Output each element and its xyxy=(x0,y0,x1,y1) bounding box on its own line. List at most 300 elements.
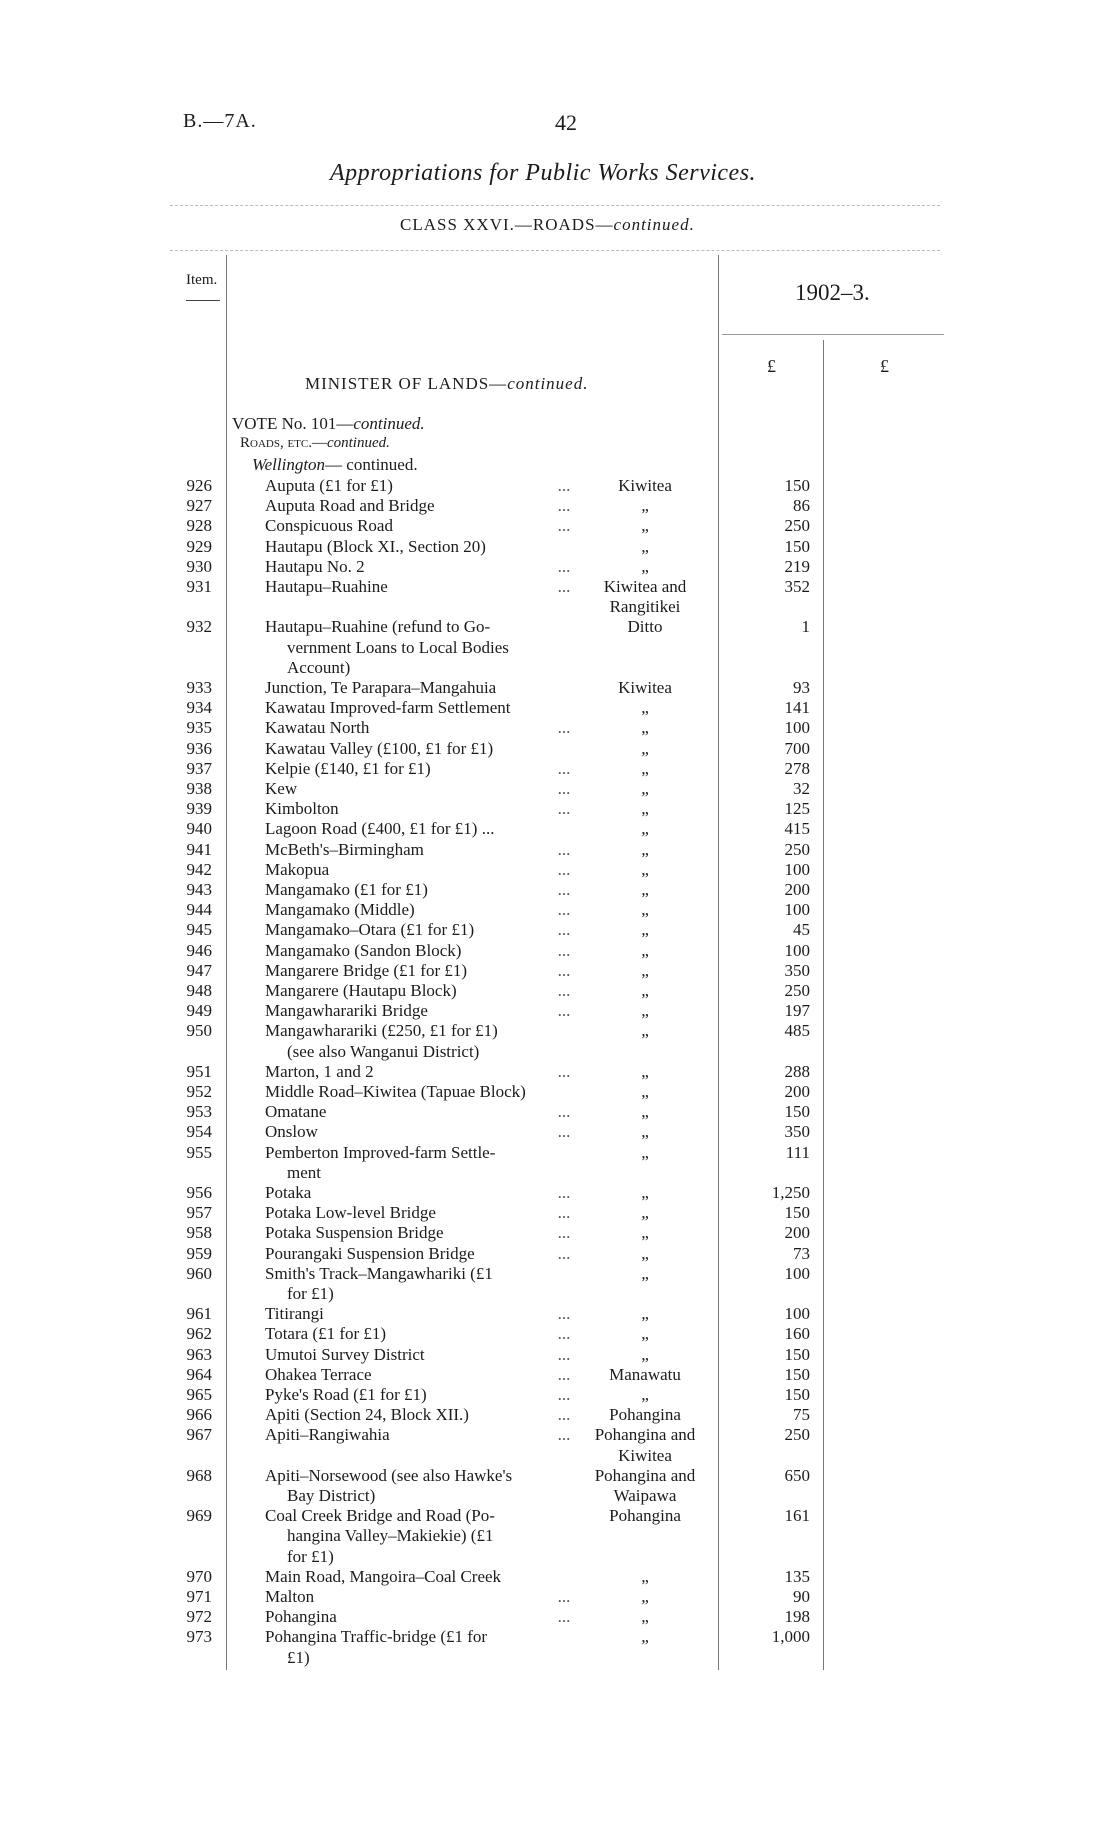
item-number: 933 xyxy=(186,678,212,697)
item-number: 960 xyxy=(186,1263,212,1283)
electoral-district: „ xyxy=(641,718,649,738)
item-description: Umutoi Survey District xyxy=(265,1344,425,1364)
item-description: Smith's Track–Mangawhariki (£1 xyxy=(265,1263,493,1283)
amount: 93 xyxy=(793,678,810,697)
item-description: Hautapu–Ruahine xyxy=(265,577,388,596)
electoral-district: „ xyxy=(641,1587,649,1606)
electoral-district: „ xyxy=(641,1061,649,1081)
item-description: Omatane xyxy=(265,1102,327,1122)
item-number: 969 xyxy=(186,1506,212,1526)
item-description: Mangamako–Otara (£1 for £1) xyxy=(265,920,475,940)
district-heading xyxy=(252,455,418,475)
class-heading-text: CLASS XXVI.—ROADS— xyxy=(400,215,614,234)
item-number: 949 xyxy=(186,1001,212,1021)
electoral-district: „ xyxy=(641,1243,649,1263)
electoral-district: Rangitikei xyxy=(609,597,681,617)
amount: 1,000 xyxy=(771,1627,810,1647)
table-row xyxy=(0,1365,1114,1385)
electoral-district: „ xyxy=(641,1566,649,1586)
vote-heading-continued: continued. xyxy=(353,414,425,433)
electoral-district: „ xyxy=(641,940,649,960)
table-row xyxy=(0,1345,1114,1365)
item-description: Bay District) xyxy=(287,1486,376,1505)
amount: 700 xyxy=(784,738,810,758)
item-description: Junction, Te Parapara–Mangahuia xyxy=(265,678,497,697)
electoral-district: „ xyxy=(641,1082,649,1101)
table-row xyxy=(0,981,1114,1001)
table-row xyxy=(0,658,1114,678)
amount: 198 xyxy=(784,1607,810,1627)
item-description: Hautapu (Block XI., Section 20) xyxy=(265,536,486,556)
amount: 32 xyxy=(793,779,810,798)
item-description: £1) xyxy=(287,1647,310,1667)
item-description: Auputa Road and Bridge xyxy=(265,496,435,516)
table-row xyxy=(0,1062,1114,1082)
item-number: 937 xyxy=(186,758,212,778)
leader-dots: ... xyxy=(557,920,571,940)
electoral-district: „ xyxy=(641,1344,649,1364)
item-description: Apiti (Section 24, Block XII.) xyxy=(265,1405,469,1425)
page-number: 42 xyxy=(555,110,577,135)
item-number: 938 xyxy=(186,779,212,798)
item-description: Lagoon Road (£400, £1 for £1) ... xyxy=(265,819,495,839)
table-row xyxy=(0,597,1114,617)
electoral-district: „ xyxy=(641,779,649,798)
item-number: 939 xyxy=(186,799,212,819)
electoral-district: „ xyxy=(641,819,649,839)
table-row xyxy=(0,1324,1114,1344)
table-row xyxy=(0,819,1114,839)
item-number: 962 xyxy=(186,1324,212,1344)
table-row xyxy=(0,1021,1114,1041)
electoral-district: „ xyxy=(641,1001,649,1021)
table-row xyxy=(0,920,1114,940)
item-number: 941 xyxy=(186,839,212,859)
item-number: 954 xyxy=(186,1122,212,1142)
item-number: 940 xyxy=(186,819,212,839)
amount: 200 xyxy=(784,1223,810,1243)
item-description: Apiti–Rangiwahia xyxy=(265,1425,390,1445)
item-number: 944 xyxy=(186,900,212,920)
electoral-district: „ xyxy=(641,1607,649,1627)
amount: 200 xyxy=(784,880,810,899)
item-description: Kawatau Improved-farm Settlement xyxy=(265,698,511,718)
electoral-district: „ xyxy=(641,839,649,859)
amount: 100 xyxy=(784,1304,810,1324)
table-row xyxy=(0,1203,1114,1223)
leader-dots: ... xyxy=(557,839,571,859)
item-description: Kimbolton xyxy=(265,799,339,819)
leader-dots: ... xyxy=(557,880,571,899)
item-description: for £1) xyxy=(287,1284,334,1303)
table-row xyxy=(0,1425,1114,1445)
table-row xyxy=(0,1223,1114,1243)
electoral-district: Pohangina and xyxy=(594,1425,696,1445)
item-number: 966 xyxy=(186,1405,212,1425)
leader-dots: ... xyxy=(557,1001,571,1021)
amount: 86 xyxy=(793,496,810,516)
amount: 100 xyxy=(784,859,810,879)
table-row xyxy=(0,537,1114,557)
table-row xyxy=(0,1405,1114,1425)
item-description: Mangawharariki (£250, £1 for £1) xyxy=(265,1021,498,1041)
amount: 45 xyxy=(793,920,810,940)
table-row xyxy=(0,1547,1114,1567)
leader-dots: ... xyxy=(557,1102,571,1122)
currency-label-2: £ xyxy=(880,356,889,376)
table-row xyxy=(0,779,1114,799)
leader-dots: ... xyxy=(557,1183,571,1202)
electoral-district: „ xyxy=(641,496,649,516)
amount: 160 xyxy=(784,1324,810,1344)
table-row xyxy=(0,698,1114,718)
electoral-district: Pohangina and xyxy=(594,1465,696,1485)
electoral-district: „ xyxy=(641,1142,649,1162)
amount: 75 xyxy=(793,1405,810,1425)
table-row xyxy=(0,1284,1114,1304)
leader-dots: ... xyxy=(557,859,571,879)
table-row xyxy=(0,557,1114,577)
amount: 250 xyxy=(784,981,810,1000)
item-description: Kew xyxy=(265,779,298,798)
leader-dots: ... xyxy=(557,1587,571,1606)
amount: 150 xyxy=(784,1364,810,1384)
leader-dots: ... xyxy=(557,1324,571,1344)
title-rule xyxy=(170,205,940,206)
item-number: 963 xyxy=(186,1344,212,1364)
item-description: Pohangina Traffic-bridge (£1 for xyxy=(265,1627,488,1647)
item-description: Potaka Suspension Bridge xyxy=(265,1223,444,1243)
table-row xyxy=(0,1648,1114,1668)
leader-dots: ... xyxy=(557,940,571,960)
table-row xyxy=(0,961,1114,981)
item-number: 929 xyxy=(186,536,212,556)
roads-heading-text: Roads, etc.— xyxy=(240,435,327,451)
table-row xyxy=(0,516,1114,536)
class-rule xyxy=(170,250,940,251)
table-row xyxy=(0,678,1114,698)
leader-dots: ... xyxy=(557,799,571,819)
item-number: 950 xyxy=(186,1021,212,1041)
table-row xyxy=(0,799,1114,819)
amount: 100 xyxy=(784,940,810,960)
amount: 250 xyxy=(784,839,810,859)
item-number: 945 xyxy=(186,920,212,940)
year-header-rule xyxy=(722,334,944,335)
item-number: 926 xyxy=(186,476,212,495)
item-description: Mangamako (Sandon Block) xyxy=(265,940,462,960)
item-description: Kelpie (£140, £1 for £1) xyxy=(265,758,431,778)
item-description: Totara (£1 for £1) xyxy=(265,1324,387,1344)
electoral-district: Ditto xyxy=(627,617,663,637)
table-row xyxy=(0,1102,1114,1122)
item-number: 932 xyxy=(186,617,212,637)
leader-dots: ... xyxy=(557,981,571,1000)
table-row xyxy=(0,1627,1114,1647)
leader-dots: ... xyxy=(557,1425,571,1445)
amount: 90 xyxy=(793,1587,810,1606)
leader-dots: ... xyxy=(557,1405,571,1425)
item-description: McBeth's–Birmingham xyxy=(265,839,424,859)
table-row xyxy=(0,1244,1114,1264)
table-row xyxy=(0,759,1114,779)
class-heading-continued: continued. xyxy=(613,215,695,234)
amount: 219 xyxy=(784,556,810,576)
item-number: 930 xyxy=(186,556,212,576)
electoral-district: „ xyxy=(641,799,649,819)
item-number: 935 xyxy=(186,718,212,738)
district-heading-text: Wellington xyxy=(252,455,326,474)
item-number: 956 xyxy=(186,1183,212,1202)
amount: 150 xyxy=(784,1344,810,1364)
leader-dots: ... xyxy=(557,496,571,516)
electoral-district: „ xyxy=(641,900,649,920)
electoral-district: Kiwitea and xyxy=(603,577,687,596)
item-description: Mangamako (Middle) xyxy=(265,900,415,920)
table-row xyxy=(0,1506,1114,1526)
amount: 1,250 xyxy=(771,1183,810,1202)
electoral-district: „ xyxy=(641,516,649,536)
table-row xyxy=(0,1446,1114,1466)
item-number: 955 xyxy=(186,1142,212,1162)
item-description: Conspicuous Road xyxy=(265,516,393,536)
item-number: 965 xyxy=(186,1385,212,1404)
item-description: Account) xyxy=(287,657,351,677)
item-description: Apiti–Norsewood (see also Hawke's xyxy=(265,1465,513,1485)
item-number: 971 xyxy=(186,1587,212,1606)
item-description: hangina Valley–Makiekie) (£1 xyxy=(287,1526,494,1546)
item-description: Pyke's Road (£1 for £1) xyxy=(265,1385,427,1404)
table-row xyxy=(0,476,1114,496)
amount: 485 xyxy=(784,1021,810,1041)
leader-dots: ... xyxy=(557,779,571,798)
item-description: Hautapu No. 2 xyxy=(265,556,365,576)
amount: 100 xyxy=(784,900,810,920)
electoral-district: „ xyxy=(641,1263,649,1283)
electoral-district: Waipawa xyxy=(613,1486,677,1505)
electoral-district: Kiwitea xyxy=(618,678,672,697)
amount: 161 xyxy=(784,1506,810,1526)
leader-dots: ... xyxy=(557,1243,571,1263)
item-number: 934 xyxy=(186,698,212,718)
electoral-district: „ xyxy=(641,1223,649,1243)
item-number: 928 xyxy=(186,516,212,536)
district-heading-continued: — continued. xyxy=(325,455,418,474)
amount: 250 xyxy=(784,516,810,536)
item-description: Mangamako (£1 for £1) xyxy=(265,880,428,899)
item-description: Titirangi xyxy=(265,1304,324,1324)
amount: 125 xyxy=(784,799,810,819)
table-row xyxy=(0,577,1114,597)
electoral-district: „ xyxy=(641,1324,649,1344)
document-reference: B.—7A. xyxy=(183,110,257,132)
item-description: Kawatau North xyxy=(265,718,370,738)
item-number: 952 xyxy=(186,1082,212,1101)
amount: 352 xyxy=(784,577,810,596)
vote-heading-text: VOTE No. 101— xyxy=(232,414,354,433)
table-row xyxy=(0,1587,1114,1607)
amount: 288 xyxy=(784,1061,810,1081)
amount: 111 xyxy=(785,1142,810,1162)
leader-dots: ... xyxy=(557,1061,571,1081)
electoral-district: Kiwitea xyxy=(618,1445,672,1465)
table-row xyxy=(0,1001,1114,1021)
electoral-district: Pohangina xyxy=(609,1405,681,1425)
item-number: 927 xyxy=(186,496,212,516)
amount: 135 xyxy=(784,1566,810,1586)
table-row xyxy=(0,941,1114,961)
item-description: Middle Road–Kiwitea (Tapuae Block) xyxy=(265,1082,526,1101)
amount: 415 xyxy=(784,819,810,839)
item-number: 967 xyxy=(186,1425,212,1445)
table-row xyxy=(0,1526,1114,1546)
leader-dots: ... xyxy=(557,516,571,536)
table-row xyxy=(0,1163,1114,1183)
amount: 100 xyxy=(784,718,810,738)
electoral-district: Pohangina xyxy=(609,1506,681,1526)
table-row xyxy=(0,880,1114,900)
electoral-district: „ xyxy=(641,1021,649,1041)
amount: 100 xyxy=(784,1263,810,1283)
roads-heading-continued: continued. xyxy=(326,435,390,451)
item-description: Main Road, Mangoira–Coal Creek xyxy=(265,1566,502,1586)
item-number: 936 xyxy=(186,738,212,758)
item-description: Auputa (£1 for £1) xyxy=(265,476,393,495)
table-row xyxy=(0,638,1114,658)
table-row xyxy=(0,718,1114,738)
item-number: 968 xyxy=(186,1465,212,1485)
amount: 200 xyxy=(784,1082,810,1101)
electoral-district: „ xyxy=(641,1203,649,1223)
table-row xyxy=(0,1304,1114,1324)
table-row xyxy=(0,1567,1114,1587)
table-row xyxy=(0,860,1114,880)
item-description: Kawatau Valley (£100, £1 for £1) xyxy=(265,738,494,758)
leader-dots: ... xyxy=(557,900,571,920)
electoral-district: „ xyxy=(641,698,649,718)
electoral-district: „ xyxy=(641,859,649,879)
item-number: 943 xyxy=(186,880,212,899)
leader-dots: ... xyxy=(557,758,571,778)
table-row xyxy=(0,1385,1114,1405)
electoral-district: „ xyxy=(641,981,649,1000)
item-description: Ohakea Terrace xyxy=(265,1364,372,1384)
item-description: Mangawharariki Bridge xyxy=(265,1001,428,1021)
item-number: 951 xyxy=(186,1061,212,1081)
item-number: 953 xyxy=(186,1102,212,1122)
table-row xyxy=(0,617,1114,637)
leader-dots: ... xyxy=(557,1607,571,1627)
table-row xyxy=(0,1042,1114,1062)
leader-dots: ... xyxy=(557,1223,571,1243)
item-description: Mangarere (Hautapu Block) xyxy=(265,981,457,1000)
amount: 1 xyxy=(801,617,810,637)
item-number: 970 xyxy=(186,1566,212,1586)
item-column-header: Item. xyxy=(186,272,218,288)
amount: 350 xyxy=(784,1122,810,1142)
leader-dots: ... xyxy=(557,577,571,596)
leader-dots: ... xyxy=(557,1344,571,1364)
item-description: Potaka Low-level Bridge xyxy=(265,1203,436,1223)
electoral-district: Manawatu xyxy=(609,1364,681,1384)
electoral-district: „ xyxy=(641,1385,649,1404)
electoral-district: „ xyxy=(641,1183,649,1202)
year-column-header: 1902–3. xyxy=(795,280,870,305)
item-number: 942 xyxy=(186,859,212,879)
item-description: Potaka xyxy=(265,1183,312,1202)
electoral-district: „ xyxy=(641,738,649,758)
electoral-district: „ xyxy=(641,556,649,576)
currency-label-1: £ xyxy=(767,356,776,376)
item-number: 948 xyxy=(186,981,212,1000)
amount: 650 xyxy=(784,1465,810,1485)
item-number: 947 xyxy=(186,960,212,980)
amount: 150 xyxy=(784,536,810,556)
table-row xyxy=(0,1143,1114,1163)
item-description: Onslow xyxy=(265,1122,318,1142)
minister-heading xyxy=(305,374,588,394)
item-description: for £1) xyxy=(287,1546,334,1566)
minister-heading-text: MINISTER OF LANDS— xyxy=(305,374,508,393)
leader-dots: ... xyxy=(557,1122,571,1142)
item-number: 931 xyxy=(186,577,212,596)
leader-dots: ... xyxy=(557,1385,571,1404)
item-description: ment xyxy=(287,1162,321,1182)
electoral-district: „ xyxy=(641,1304,649,1324)
amount: 150 xyxy=(784,1203,810,1223)
leader-dots: ... xyxy=(557,476,571,495)
electoral-district: „ xyxy=(641,536,649,556)
table-row xyxy=(0,1122,1114,1142)
leader-dots: ... xyxy=(557,556,571,576)
amount: 150 xyxy=(784,1102,810,1122)
leader-dots: ... xyxy=(557,960,571,980)
table-row xyxy=(0,1264,1114,1284)
electoral-district: „ xyxy=(641,758,649,778)
item-number: 946 xyxy=(186,940,212,960)
item-number: 972 xyxy=(186,1607,212,1627)
page-title: Appropriations for Public Works Services. xyxy=(330,160,757,186)
table-row xyxy=(0,1466,1114,1486)
amount: 350 xyxy=(784,960,810,980)
item-number: 973 xyxy=(186,1627,212,1647)
table-row xyxy=(0,900,1114,920)
table-row xyxy=(0,496,1114,516)
item-number: 964 xyxy=(186,1364,212,1384)
item-description: Pourangaki Suspension Bridge xyxy=(265,1243,475,1263)
item-number: 958 xyxy=(186,1223,212,1243)
electoral-district: „ xyxy=(641,960,649,980)
item-description: Hautapu–Ruahine (refund to Go- xyxy=(265,617,491,637)
leader-dots: ... xyxy=(557,1304,571,1324)
item-number: 961 xyxy=(186,1304,212,1324)
item-number: 959 xyxy=(186,1243,212,1263)
leader-dots: ... xyxy=(557,1364,571,1384)
leader-dots: ... xyxy=(557,718,571,738)
amount: 73 xyxy=(793,1243,810,1263)
class-heading xyxy=(400,215,695,235)
table-row xyxy=(0,840,1114,860)
item-description: Malton xyxy=(265,1587,315,1606)
amount: 141 xyxy=(784,698,810,718)
item-number: 957 xyxy=(186,1203,212,1223)
item-description: Marton, 1 and 2 xyxy=(265,1061,374,1081)
amount: 278 xyxy=(784,758,810,778)
electoral-district: Kiwitea xyxy=(618,476,672,495)
item-description: vernment Loans to Local Bodies xyxy=(287,637,509,657)
electoral-district: „ xyxy=(641,1122,649,1142)
amount: 150 xyxy=(784,476,810,495)
